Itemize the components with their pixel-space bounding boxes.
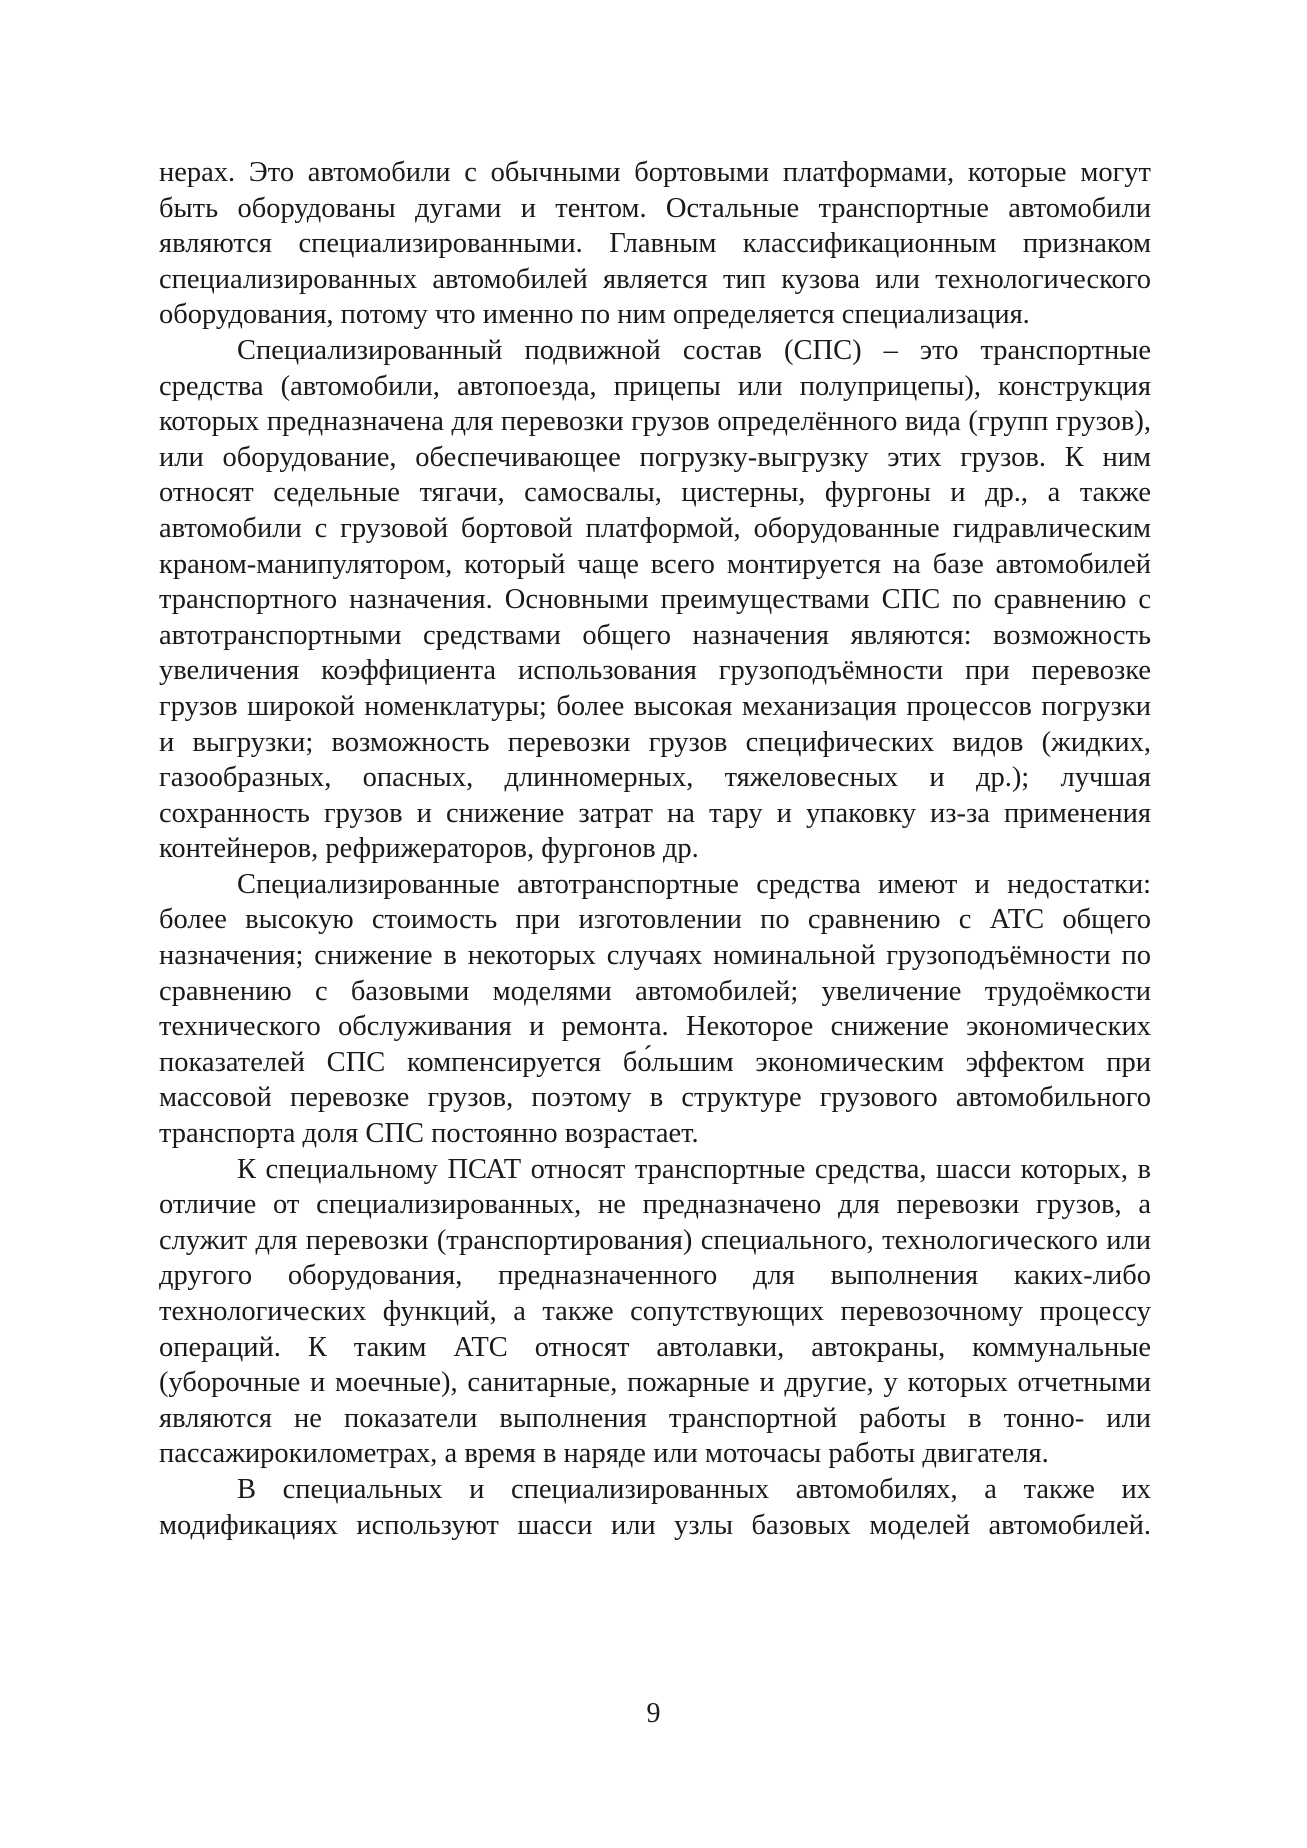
paragraph-5: В специальных и специализированных автомобилях, а также их модификациях используют шасси или узлы базовых моделей автомобилей.: [159, 1473, 1151, 1541]
page-number: 9: [646, 1698, 661, 1729]
paragraph-4: К специальному ПСАТ относят транспортные средства, шасси которых, в отличие от специализированных, не предназначено для перевозки грузов, а служит для перевозки (транспортирования) специального, технологического или другого оборудования, предназначенного для выполнения каких-либо технологических функций, а также сопутствующих перевозочному процессу операций. К таким АТС относят автолавки, автокраны, коммунальные (уборочные и моечные), санитарные, пожарные и другие, у которых отчетными являются не показатели выполнения транспортной работы в тонно- или пассажирокилометрах, а время в наряде или моточасы работы двигателя.: [159, 1153, 1151, 1470]
paragraph-1: нерах. Это автомобили с обычными бортовыми платформами, которые могут быть оборудованы дугами и тентом. Остальные транспортные автомобили являются специализированными. Главным классификационным признаком специализированных автомобилей является тип кузова или технологического оборудования, потому что именно по ним определяется специализация.: [159, 157, 1151, 331]
paragraph-3: Специализированные автотранспортные средства имеют и недостатки: более высокую стоимость при изготовлении по сравнению с АТС общего назначения; снижение в некоторых случаях номинальной грузоподъёмности по сравнению с базовыми моделями автомобилей; увеличение трудоёмкости технического обслуживания и ремонта. Некоторое снижение экономических показателей СПС компенсируется бо́льшим экономическим эффектом при массовой перевозке грузов, поэтому в структуре грузового автомобильного транспорта доля СПС постоянно возрастает.: [159, 868, 1151, 1150]
body-text: [159, 155, 1151, 1543]
paragraph-2: Специализированный подвижной состав (СПС) – это транспортные средства (автомобили, автопоезда, прицепы или полуприцепы), конструкция которых предназначена для перевозки грузов определённого вида (групп грузов), или оборудование, обеспечивающее погрузку-выгрузку этих грузов. К ним относят седельные тягачи, самосвалы, цистерны, фургоны и др., а также автомобили с грузовой бортовой платформой, оборудованные гидравлическим краном-манипулятором, который чаще всего монтируется на базе автомобилей транспортного назначения. Основными преимуществами СПС по сравнению с автотранспортными средствами общего назначения являются: возможность увеличения коэффициента использования грузоподъёмности при перевозке грузов широкой номенклатуры; более высокая механизация процессов погрузки и выгрузки; возможность перевозки грузов специфических видов (жидких, газообразных, опасных, длинномерных, тяжеловесных и др.); лучшая сохранность грузов и снижение затрат на тару и упаковку из-за применения контейнеров, рефрижераторов, фургонов др.: [159, 334, 1151, 865]
